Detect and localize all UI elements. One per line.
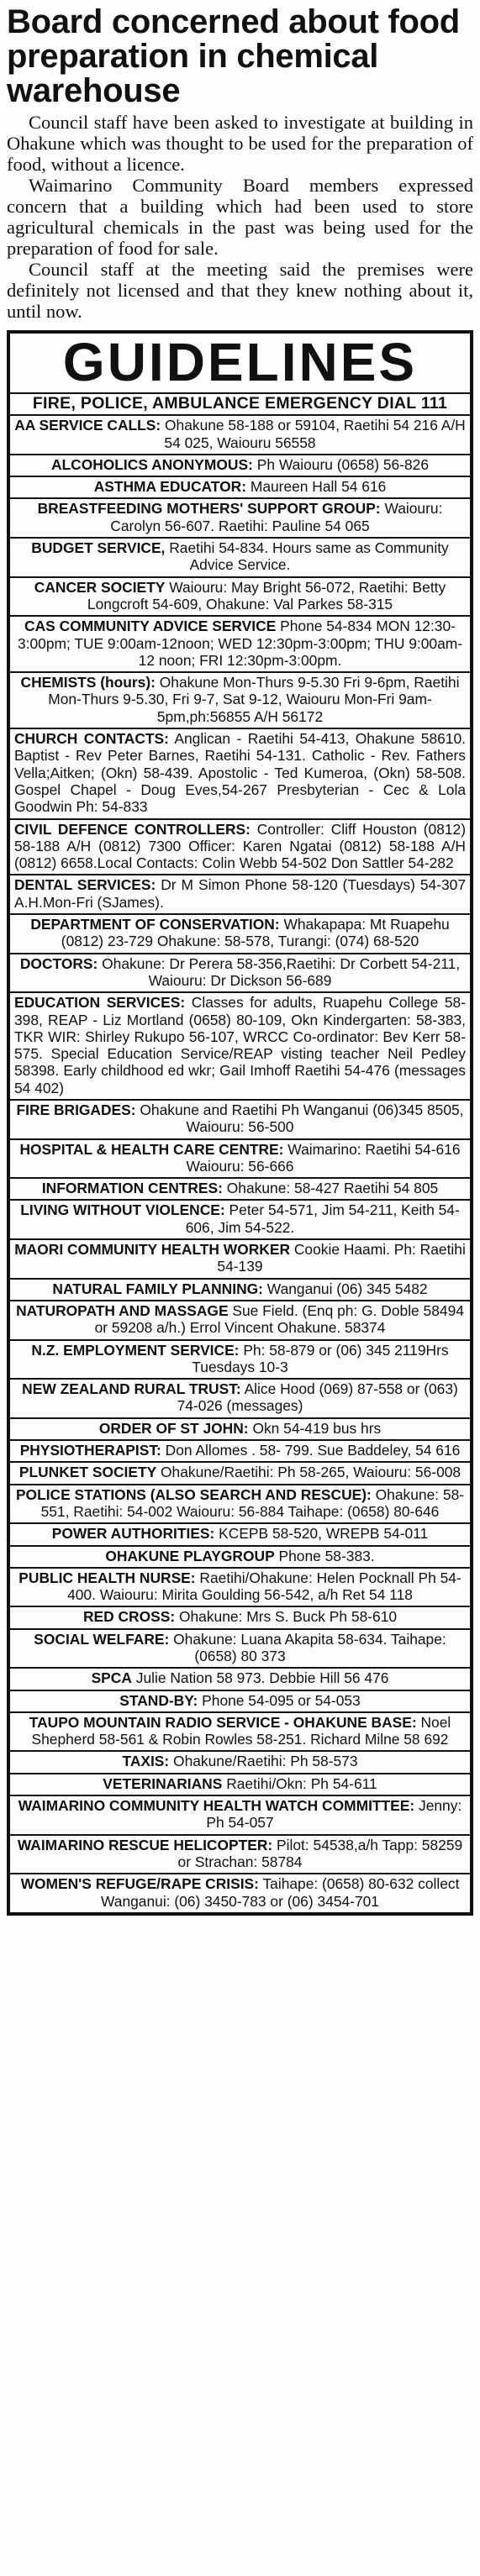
guideline-entry (10, 455, 470, 477)
entry-text: Julie Nation 58 973. Debbie Hill 56 476 (135, 1669, 389, 1687)
entry-text: Wanganui (06) 345 5482 (266, 1280, 428, 1297)
entry-heading: DEPARTMENT OF CONSERVATION: (30, 916, 280, 933)
entry-text: Sue Field. (Enq ph: G. Doble 58494 or 59208 a/h.) Errol Vincent Ohakune. 58374 (94, 1301, 464, 1337)
entry-text: Ohakune and Raetihi Ph Wanganui (06)345 8505, Waiouru: 56-500 (140, 1101, 464, 1136)
guideline-entry (10, 1463, 470, 1485)
entry-text: Ohakune/Raetihi: Ph 58-573 (173, 1753, 358, 1770)
entry-text: Jenny: Ph 54-057 (206, 1797, 462, 1832)
guideline-entry (10, 1691, 470, 1713)
entry-text: Ph Waiouru (0658) 56-826 (256, 455, 430, 473)
entry-heading: AA SERVICE CALLS: (14, 417, 161, 434)
guideline-entry (10, 729, 470, 819)
entry-text: Ph: 58-879 or (06) 345 2119Hrs Tuesdays 10-3 (192, 1341, 449, 1375)
guideline-entry (10, 1280, 470, 1301)
entry-heading: ORDER OF ST JOHN: (98, 1419, 249, 1437)
entry-heading: NATUROPATH AND MASSAGE (16, 1301, 229, 1319)
entry-heading: LIVING WITHOUT VIOLENCE: (20, 1201, 225, 1219)
entry-heading: POWER AUTHORITIES: (51, 1525, 215, 1543)
entry-heading: SPCA (91, 1669, 132, 1687)
entry-heading: NATURAL FAMILY PLANNING: (52, 1280, 263, 1297)
entry-text: Waiouru: May Bright 56-072, Raetihi: Betty Longcroft 54-609, Ohakune: Val Parkes 58-315 (87, 578, 446, 612)
entry-heading: POLICE STATIONS (ALSO SEARCH AND RESCUE): (15, 1485, 372, 1503)
entry-heading: EDUCATION SERVICES: (14, 994, 186, 1012)
entry-text: Okn 54-419 bus hrs (252, 1419, 382, 1437)
entry-text: Peter 54-571, Jim 54-211, Keith 54-606, Jim 54-522. (185, 1201, 460, 1236)
guideline-entry (10, 1179, 470, 1201)
guideline-entry (10, 1796, 470, 1836)
entry-text: Waiouru: Carolyn 56-607. Raetihi: Pauline 54 065 (110, 500, 443, 534)
entry-text: Whakapapa: Mt Ruapehu (0812) 23-729 Ohakune: 58-578, Turangi: (074) 68-520 (61, 916, 450, 950)
guidelines-box (7, 330, 473, 1916)
entry-text: Ohakune: 58-551, Raetihi: 54-002 Waiouru: 56-884 Taihape: (0658) 80-646 (40, 1485, 465, 1520)
entry-text: Raetihi/Ohakune: Helen Pocknall Ph 54-400. Waiouru: Mirita Goulding 56-542, a/h Ret 54 118 (67, 1569, 462, 1604)
entry-text: Phone 54-095 or 54-053 (202, 1691, 361, 1709)
article-body (7, 112, 473, 322)
entry-heading: CAS COMMUNITY ADVICE SERVICE (24, 618, 277, 635)
guideline-entry (10, 477, 470, 499)
guideline-entry (10, 416, 470, 455)
entry-heading: DOCTORS: (19, 954, 98, 972)
article-headline: Board concerned about food preparation in chemical warehouse (7, 3, 460, 109)
guideline-entry (10, 1140, 470, 1180)
entry-heading: CHURCH CONTACTS: (14, 730, 169, 748)
entry-heading: SOCIAL WELFARE: (34, 1630, 170, 1648)
entry-heading: MAORI COMMUNITY HEALTH WORKER (14, 1241, 291, 1259)
guideline-entry (10, 673, 470, 729)
guideline-entry (10, 1713, 470, 1753)
entry-text: Ohakune: Luana Akapita 58-634. Taihape: (0658) 80 373 (173, 1630, 446, 1664)
article-paragraph: Waimarino Community Board members expressed concern that a building which had been used to store agricultural chemicals in the past was being used for the preparation of food for sale. (7, 175, 473, 259)
entry-text: Ohakune Mon-Thurs 9-5.30 Fri 9-6pm, Raetihi Mon-Thurs 9-5.30, Fri 9-7, Sat 9-12, Waiouru Mon-Fri 9am-5pm,ph:56855 A/H 56172 (48, 674, 460, 725)
entry-text: Anglican - Raetihi 54-413, Ohakune 58610. Baptist - Rev Peter Barnes, Raetihi 54-131. Catholic - Rev. Fathers Vella;Aitken; (Okn) 58-439. Apostolic - Ted Kumeroa, (Okn) 58-508. Gospel Chapel - Doug Eves,54-267 Presbyterian - Cec & Lola Goodwin Ph: 54-833 (14, 730, 466, 816)
entry-heading: PLUNKET SOCIETY (18, 1464, 157, 1481)
entry-heading: BUDGET SERVICE, (31, 539, 166, 557)
entry-text: Noel Shepherd 58-561 & Robin Rowles 58-251. Richard Milne 58 692 (31, 1713, 451, 1748)
guideline-entry (10, 539, 470, 578)
guideline-entry (10, 954, 470, 994)
entry-text: Don Allomes . 58- 799. Sue Baddeley, 54 616 (165, 1442, 461, 1459)
entry-heading: WAIMARINO RESCUE HELICOPTER: (17, 1836, 273, 1853)
guideline-entry (10, 915, 470, 954)
guidelines-entries (10, 394, 470, 1912)
entry-text: Alice Hood (069) 87-558 or (063) 74-026 (messages) (177, 1380, 458, 1415)
guideline-entry (10, 1774, 470, 1796)
entry-heading: FIRE, POLICE, AMBULANCE EMERGENCY DIAL 111 (32, 394, 448, 413)
guideline-entry (10, 578, 470, 618)
entry-text: Dr M Simon Phone 58-120 (Tuesdays) 54-307 A.H.Mon-Fri (SJames). (14, 876, 466, 911)
entry-heading: WAIMARINO COMMUNITY HEALTH WATCH COMMITTEE: (18, 1797, 415, 1815)
guideline-entry (10, 875, 470, 915)
entry-heading: CIVIL DEFENCE CONTROLLERS: (14, 820, 251, 838)
entry-heading: PUBLIC HEALTH NURSE: (18, 1569, 196, 1586)
entry-text: Ohakune/Raetihi: Ph 58-265, Waiouru: 56-008 (161, 1464, 462, 1481)
entry-text: Raetihi/Okn: Ph 54-611 (226, 1774, 377, 1792)
news-article (7, 5, 473, 322)
entry-heading: DENTAL SERVICES: (14, 876, 156, 894)
entry-heading: NEW ZEALAND RURAL TRUST: (22, 1380, 241, 1398)
guideline-entry (10, 1569, 470, 1608)
entry-heading: HOSPITAL & HEALTH CARE CENTRE: (19, 1140, 284, 1158)
guideline-entry (10, 1301, 470, 1341)
guideline-entry (10, 1524, 470, 1546)
entry-heading: INFORMATION CENTRES: (41, 1180, 223, 1197)
entry-heading: FIRE BRIGADES: (16, 1101, 136, 1118)
entry-text: Waimarino: Raetihi 54-616 Waiouru: 56-666 (186, 1140, 461, 1175)
entry-heading: BREASTFEEDING MOTHERS' SUPPORT GROUP: (37, 500, 381, 518)
entry-heading: RED CROSS: (82, 1608, 176, 1626)
entry-text: Taihape: (0658) 80-632 collect Wanganui: (06) 3450-783 or (06) 3454-701 (101, 1875, 460, 1910)
guideline-entry (10, 394, 470, 416)
entry-text: Phone 58-383. (278, 1547, 375, 1564)
entry-heading: N.Z. EMPLOYMENT SERVICE: (31, 1341, 240, 1359)
guideline-entry (10, 1201, 470, 1240)
guideline-entry (10, 1485, 470, 1525)
guideline-entry (10, 1836, 470, 1875)
entry-text: Ohakune: 58-427 Raetihi 54 805 (226, 1180, 439, 1197)
entry-text: Classes for adults, Ruapehu College 58-398, REAP - Liz Mortland (0658) 80-109, Okn Kindergarten: 58-383, TKR WIR: Shirley Rukupo 56-107, WRCC Co-ordinator: Bev Kerr 58-575. Special Education Service/REAP visting teacher Neil Pedley 58398. Early childhood ed wkr; Gail Imhoff Raetihi 54-476 (messages 54 402) (14, 994, 466, 1096)
guideline-entry (10, 1419, 470, 1441)
entry-text: Maureen Hall 54 616 (250, 478, 387, 496)
article-paragraph: Council staff have been asked to investigate at building in Ohakune which was thought to be used for the preparation of food, without a licence. (7, 112, 473, 175)
entry-heading: TAUPO MOUNTAIN RADIO SERVICE - OHAKUNE BASE: (29, 1713, 417, 1731)
guideline-entry (10, 1874, 470, 1912)
entry-heading: PHYSIOTHERAPIST: (19, 1442, 161, 1459)
entry-text: Pilot: 54538,a/h Tapp: 58259 or Strachan: 58784 (177, 1836, 463, 1870)
guideline-entry (10, 1547, 470, 1569)
entry-heading: VETERINARIANS (103, 1774, 223, 1792)
guideline-entry (10, 499, 470, 539)
article-paragraph: Council staff at the meeting said the premises were definitely not licensed and that they knew nothing about it, until now. (7, 259, 473, 322)
guideline-entry (10, 1380, 470, 1419)
entry-text: Ohakune: Mrs S. Buck Ph 58-610 (178, 1608, 398, 1626)
guideline-entry (10, 1630, 470, 1669)
entry-text: Ohakune: Dr Perera 58-356,Raetihi: Dr Corbett 54-211, Waiouru: Dr Dickson 56-689 (102, 954, 461, 989)
entry-text: Raetihi 54-834. Hours same as Community Advice Service. (169, 539, 449, 574)
entry-heading: CANCER SOCIETY (34, 578, 166, 596)
entry-heading: ASTHMA EDUCATOR: (93, 478, 246, 496)
guideline-entry (10, 1341, 470, 1380)
guideline-entry (10, 1101, 470, 1140)
entry-text: Cookie Haami. Ph: Raetihi 54-139 (217, 1241, 466, 1275)
guideline-entry (10, 1669, 470, 1690)
entry-heading: ALCOHOLICS ANONYMOUS: (50, 455, 253, 473)
guideline-entry (10, 1441, 470, 1463)
guideline-entry (10, 1607, 470, 1629)
guideline-entry (10, 1752, 470, 1774)
entry-heading: STAND-BY: (119, 1691, 198, 1709)
guideline-entry (10, 617, 470, 673)
guideline-entry (10, 1240, 470, 1280)
entry-text: Ohakune 58-188 or 59104, Raetihi 54 216 A/H 54 025, Waiouru 56558 (164, 417, 466, 451)
guideline-entry (10, 993, 470, 1101)
entry-text: Controller: Cliff Houston (0812) 58-188 A/H (0812) 7300 Officer: Karen Ngatai (0812) 58-188 A/H (0812) 6658.Local Contacts: Colin Webb 54-502 Don Sattler 54-282 (14, 820, 466, 872)
guideline-entry (10, 820, 470, 876)
entry-text: Phone 54-834 MON 12:30-3:00pm; TUE 9:00am-12noon; WED 12:30pm-3:00pm; THU 9:00am-12 noon; FRI 12:30pm-3:00pm. (17, 618, 463, 669)
entry-heading: TAXIS: (122, 1753, 170, 1770)
guidelines-title: GUIDELINES (10, 334, 470, 394)
entry-heading: CHEMISTS (hours): (20, 674, 156, 691)
entry-text: KCEPB 58-520, WREPB 54-011 (219, 1525, 429, 1543)
entry-heading: WOMEN'S REFUGE/RAPE CRISIS: (20, 1875, 259, 1893)
entry-heading: OHAKUNE PLAYGROUP (105, 1547, 275, 1564)
